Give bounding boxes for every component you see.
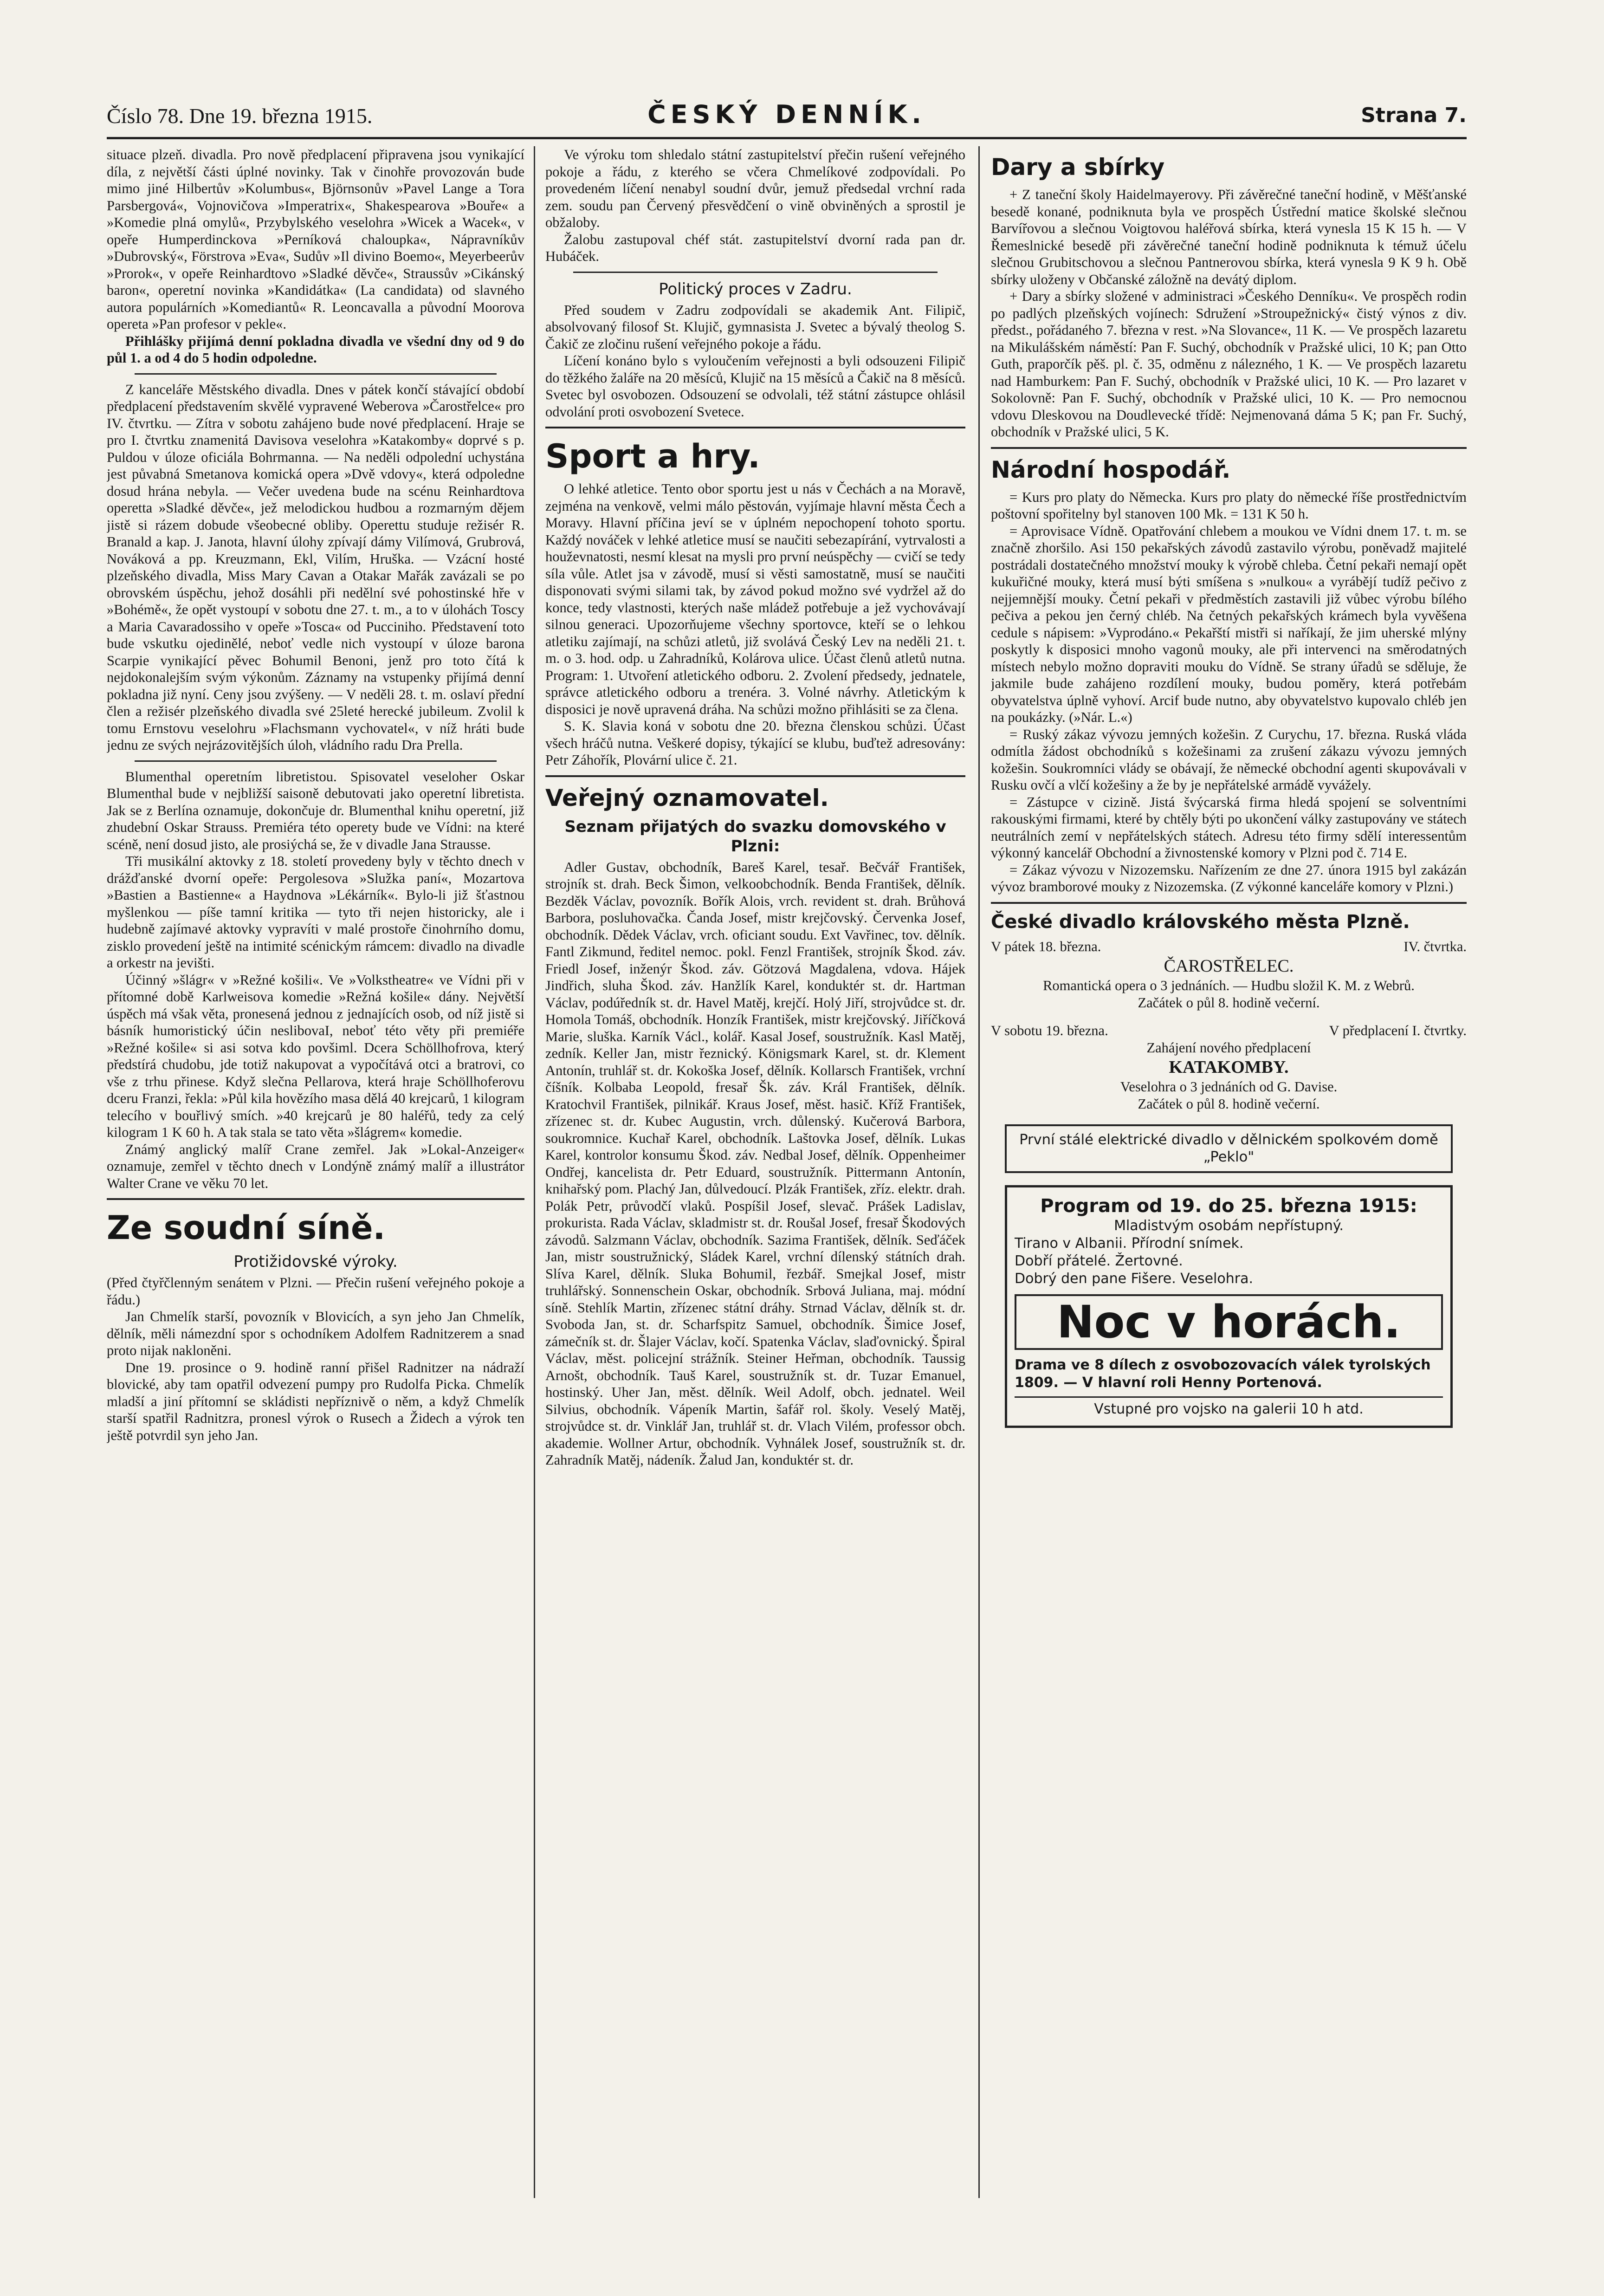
donations-section-heading: Dary a sbírky — [991, 154, 1165, 181]
program-line: Vstupné pro vojsko na galerii 10 h atd. — [1015, 1396, 1443, 1418]
program-line: Tirano v Albanii. Přírodní snímek. — [1015, 1235, 1244, 1252]
theatre-play-desc: Romantická opera o 3 jednáních. — Hudbu složil K. M. z Webrů. — [1043, 978, 1415, 993]
vienna-comedy-news: Účinný »šlágr« v »Režné košili«. Ve »Volkstheatre« ve Vídni při v přítomné době Karlweisova komedie »Režná košile« dány. Největší úspěch má však věta, pronesená jednou z jednajících osob, od níž jistě si básník humoristický účin neslibovaI, neboť této věty při premiéře »Režné košile« si asi sotva kdo povšiml. Dcera Schöllhofrova, který předstírá chudobu, jde totiž nakupovat a vypočítává otci a bratrovi, co vše z trhu přinese. Když slečna Pellarova, která hraje Schöllhoferovu dceru Franzi, řekla: »Půl kila hovězího masa dělá 40 krejcarů, 1 kilogram telecího v bouřlivý smích. »40 krejcarů je 80 haléřů, tedy za celý kilogram 1 K 60 h. A tak stala se tato věta »šlágrem« komedie. — [107, 972, 524, 1140]
court-paragraph: Dne 19. prosince o 9. hodině ranní přišel Radnitzer na nádraží blovické, aby tam opatřil odvezení pumpy pro Rudolfa Picka. Chmelík mladší a jiní přítomní se skládisti nepříznivě o něm, a když Chmelík starší spatřil Radnitzra, pronesl výrok o Rusech a Židech a výrok ten ještě potvrdil syn jeho Jan. — [107, 1359, 524, 1443]
program-line: Dobří přátelé. Žertovné. — [1015, 1253, 1183, 1269]
box-office-note: Přihlášky přijímá denní pokladna divadla ve všední dny od 9 do půl 1. a od 4 do 5 hodin odpoledne. — [107, 333, 524, 366]
court-paragraph: Jan Chmelík starší, povozník v Blovicích, a syn jeho Jan Chmelík, dělník, měli námezdní spor s ochodníkem Adolfem Radnitzerem a snad proto nijak nakloněni. — [107, 1309, 524, 1358]
theatre-day: V sobotu 19. března. — [991, 1023, 1108, 1038]
divider — [107, 1198, 524, 1200]
divider — [573, 272, 938, 273]
economy-section-heading: Národní hospodář. — [991, 456, 1231, 483]
theatre-day-row — [991, 938, 1467, 955]
court-verdict: Ve výroku tom shledalo státní zastupitelství přečin rušení veřejného pokoje a řádu, z kterého se včera Chmelíkové zodpovídali. Po provedeném líčení nenabyl soudní dvůr, jemuž předsedal vrchní rada zem. soudu pan Červený přesvědčení o vině obviněných a sprostil je obžaloby. — [545, 147, 965, 230]
theatre-section-heading: České divadlo královského města Plzně. — [991, 911, 1410, 933]
donations-paragraph: + Z taneční školy Haidelmayerovy. Při závěrečné taneční hodině, v Měšťanské besedě konané, podniknuta byla ve prospěch Ústřední matice školské slečnou Barvířovou a slečnou Voigtovou haléřová sbírka, která vynesla 15 K 15 h. — V Řemeslnické besedě při závěrečné taneční hodině podniknuta k témuž účelu slečnou Grubitschovou a slečnou Pantnerovou sbírka, která vynesla 9 K 9 h. Obě sbírky uloženy v Občanské záložně na devátý diplom. — [991, 187, 1467, 287]
issue-date: Číslo 78. Dne 19. března 1915. — [107, 104, 373, 128]
column-rule — [534, 146, 535, 2198]
cinema-program-box — [1005, 1185, 1453, 1428]
theatre-subscription-note: Zahájení nového předplacení — [1146, 1039, 1311, 1056]
theatre-office-news: Z kanceláře Městského divadla. Dnes v pátek končí stávající období předplacení představením skvělé vypravené Weberova »Čarostřelce« pro IV. čtvrtku. — Zítra v sobotu zahájeno bude nové předplacení. Hraje se pro I. čtvrtku znamenitá Davisova veselohra »Katakomby« doprvé s p. Puldou v úloze oficiála Bohrmanna. — Na neděli odpolední uchystána jest půvabná Smetanova komická opera »Dvě vdovy«, která odpoledne dosud hrána nebyla. — Večer uvedena bude na scénu Reinhardtova operetta »Sladké děvče«, jež melodickou hudbou a rozmarným dějem jistě si rázem dobude všeobecné obliby. Operettu studuje režisér R. Branald a kap. J. Janota, hlavní úlohy zpívají dámy Vilímová, Grubrová, Nováková a pp. Kreuzmann, Ekl, Vilím, Hruška. — Vzácní hosté plzeňského divadla, Miss Mary Cavan a Otakar Mařák zavázali se po obrovském úspěchu, jehož dosáhli při nedělní své pohostinské hře v »Bohémě«, že opět vystoupí v sobotu dne 27. t. m., a to v úlohách Toscy a Maria Cavaradossiho v opeře »Tosca« od Pucciniho. Představení toto bude vskutku ojedinělé, neboť vedle nich vystoupí v úloze barona Scarpie vynikající pěvec Bohumil Benoni, jenž pro toto čítá k nejdokonalejším svým výkonům. Záznamy na vstupenky přijímá denní pokladna již nyní. Ceny jsou zvýšeny. — V neděli 28. t. m. oslaví přední člen a režisér plzeňského divadla své 25leté herecké jubileum. Zvolil k tomu Ernstovu veselohru »Flachsmann vychovatel«, v níž hráti bude jednu ze svých nejrázovitějších úloh, vládního radu Dra Prella. — [107, 381, 524, 753]
court-article-title: Protižidovské výroky. — [233, 1252, 398, 1271]
divider — [545, 427, 965, 428]
theatre-play-desc: Veselohra o 3 jednáních od G. Davise. — [1120, 1079, 1338, 1095]
newspaper-title: ČESKÝ DENNÍK. — [647, 100, 926, 129]
masthead — [107, 100, 1467, 139]
zadar-trial-title: Politický proces v Zadru. — [659, 279, 852, 298]
page-number: Strana 7. — [1361, 104, 1467, 127]
column-rule — [978, 146, 980, 2198]
economy-item: = Kurs pro platy do Německa. Kurs pro platy do německé říše prostřednictvím poštovní spořitelny byl stanoven 100 Mk. = 131 K 50 h. — [991, 489, 1467, 522]
citizenship-list-title: Seznam přijatých do svazku domovského v Plzni: — [564, 817, 946, 856]
theatre-day-row — [991, 1022, 1467, 1039]
economy-item: = Zákaz vývozu v Nizozemsku. Nařízením ze dne 27. února 1915 byl zakázán vývoz bramborové mouky z Nizozemska. (Z výkonné kanceláře komory v Plzni.) — [991, 862, 1467, 895]
theatre-repertoire-text: situace plzeň. divadla. Pro nově předplacení připravena jsou vynikající díla, z největší části úplné novinky. Tak v činohře provozován bude mimo jiné Hilbertův »Kolumbus«, Björnsonův »Pavel Lange a Tora Parsbergová«, Vojnovičova »Imperatrix«, Shakespearova »Bouře« a »Komedie plná omylů«, Przybylského veselohra »Wicek a Wacek«, v opeře Humperdinckova »Perníková chaloupka«, Nápravníkův »Dubrovský«, Förstrova »Eva«, Sudův »Il divino Boemo«, Meyerbeerův »Prorok«, v opeře Reinhardtovo »Sladké děvče«, Straussův »Cikánský baron«, operetní novinka »Kandidátka« (La candidata) od slavného autora populárních »Komediantů« R. Leoncavalla a původní Moorova opereta »Pan profesor v pekle«. — [107, 147, 524, 332]
theatre-play-title: ČAROSTŘELEC. — [1164, 956, 1294, 976]
divider — [135, 373, 497, 375]
donations-paragraph: + Dary a sbírky složené v administraci »Českého Denníku«. Ve prospěch rodin po padlých plzeňských vojínech: Sdružení »Stroupežnický« čistý výnos z div. předst., pořádaného 7. března v rest. »Na Slovance«, 11 K. — Ve prospěch lazaretu na Mikulášském náměstí: Pan F. Suchý, obchodník v Pražské ulici, 10 K; pan Otto Guth, praporčík pěš. pl. č. 35, odměnu z nálezného, 1 K. — Ve prospěch lazaretu nad Hamburkem: Pan F. Suchý, obchodník v Pražské ulici, 10 K. — Pro lazaret v Sokolovně: Pan F. Suchý, obchodník v Pražské ulici, 10 K. — Pro nemocnou vdovu Dleskovou na Doudlevecké třídě: Nejmenovaná dáma 5 K; pan Fr. Suchý, obchodník v Pražské ulici, 5 K. — [991, 288, 1467, 440]
citizenship-list: Adler Gustav, obchodník, Bareš Karel, tesař. Bečvář František, strojník st. drah. Beck Šimon, velkoobchodník. Benda František, dělník. Bezděk Václav, povozník. Bořík Alois, vrch. revident st. drah. Brůhová Barbora, posluhovačka. Čanda Josef, mistr krejčovský. Červenka Josef, obchodník. Dědek Václav, vrch. oficiant soudu. Ext Vavřinec, tov. dělník. Fantl Zikmund, ředitel nemoc. pokl. Fenzl František, strojník Škod. záv. Friedl Josef, inženýr Škod. záv. Götzová Magdalena, vdova. Hájek Jindřich, sluha Škod. záv. Hanžlík Karel, konduktér st. dr. Hartman Václav, podúředník st. dr. Havel Matěj, krejčí. Holý Jiří, strojvůdce st. dr. Homola Tomáš, obchodník. Honzík František, mistr krejčovský. Jiříčková Marie, sluška. Karník Václ., kolář. Kasal Josef, soustružník. Kasl Matěj, zedník. Keller Jan, mistr řeznický. Königsmark Karel, st. dr. Klement Antonín, truhlář st. dr. Kokoška Josef, dělník. Kollarsch František, vrchní číšník. Kolbaba Leopold, fresař Šk. záv. Král František, dělník. Kratochvil František, pilnikář. Kraus Josef, měst. hasič. Kříž František, zřízenec st. dr. Kubec Augustin, vrch. důlenský. Kučerová Barbora, soukromnice. Kuchař Karel, obchodník. Laštovka Josef, dělník. Lukas Karel, kontrolor konsumu Škod. záv. Nedbal Josef, dělník. Oppenheimer Ondřej, kancelista dr. Petr Eduard, soustružník. Pittermann Antonín, knihařský pom. Plachý Jan, důlvedoucí. Plzák František, zříz. elektr. drah. Polák Petr, průvodčí vlaků. Pospíšil Josef, slevač. Prášek Ladislav, prokurista. Rada Václav, skladmistr st. dr. Roušal Josef, fresař Škodových závodů. Salzmann Václav, obchodník. Sazima František, dělník. Seďáček Jan, mistr soustružnický, Sládek Karel, vrchní dílenský státních drah. Slíva Karel, dělník. Sluka Bohumil, řezbář. Smejkal Josef, mistr truhlářský. Sonnenschein Oskar, obchodník. Srbová Juliana, maj. módní síně. Stehlík Martin, zřízenec státní dráhy. Strnad Václav, dělník st. dr. Svoboda Jan, st. dr. Scharfspitz Samuel, obchodník. Šimice Josef, zámečník st. dr. Šlajer Václav, kočí. Spatenka Václav, slaďovnický. Špiral Václav, měst. policejní strážník. Steiner Heřman, obchodník. Taussig Arnošt, obchodník. Tauš Karel, soustružník st. dr. Tuzar Emanuel, hostinský. Uher Jan, měst. dělník. Weil Adolf, obch. jednatel. Weil Silvius, obchodník. Vápeník Martin, šafář rol. školy. Veselý Matěj, strojvůdce st. dr. Vinklář Jan, truhlář st. dr. Vlach Vilém, professor obch. akademie. Wollner Artur, obchodník. Vyhnálek Josef, soustružník st. dr. Zahradník Matěj, nádeník. Žalud Jan, konduktér st. dr. — [545, 859, 965, 1468]
economy-item: = Zástupce v cizině. Jistá švýcarská firma hledá spojení se solventními rakouskými firmami, které by chtěly býti po ukončení války zastupovány ve státech neutrálních zemí v nepřátelských státech. Adresu této firmy sdělí interessentům výkonný kancelář Obchodní a živnostenské komory v Plzni pod č. 714 E. — [991, 794, 1467, 861]
column-2 — [545, 146, 965, 2198]
divider — [545, 775, 965, 777]
economy-item: = Aprovisace Vídně. Opatřování chlebem a moukou ve Vídni dnem 17. t. m. se značně zhoršilo. Asi 150 pekařských závodů zastavilo výrobu, poněvadž majitelé postrádali dostatečného množství mouky k výrobě chleba. Četní pekaři nemají opět kukuřičné mouky, která musí býti smíšena s »nulkou« a vyrábějí tudíž pečivo z nejjemnější mouky. Četní pekaři v předměstích zastavili již vůbec výrobu bílého pečiva a pekou jen černý chléb. Na četných pekařských krámech byla vyvěšena cedule s nápisem: »Vyprodáno.« Pekařští mistři si naříkají, že jim uherské mlýny poskytly k disposici mnoho vagonů mouky, ale při intervenci na směrodatných místech nebylo možno dopraviti mouku do Vídně. Se strany úřadů se sděluje, že jakmile bude zahájeno rozdílení mouky, budou poměry, která potřebám obyvatelstva úplně vyhoví. Arcif bude nutno, aby obyvatelstvo kupovalo chléb jen na poukázky. (»Nár. L.«) — [991, 523, 1467, 725]
theatre-play-title: KATAKOMBY. — [1169, 1057, 1289, 1077]
zadar-paragraph: Líčení konáno bylo s vyloučením veřejnosti a byli odsouzeni Filipič do těžkého žaláře na 20 měsíců, Klujič na 15 měsíců a Čakič na 8 měsíců. Svetec byl osvobozen. Odsouzení se odvolali, též státní zástupce ohlásil odvolání proti osvobození Svetece. — [545, 353, 965, 420]
theatre-program — [991, 938, 1467, 1113]
dresden-opera-news: Tři musikální aktovky z 18. století provedeny byly v těchto dnech v drážďanské dvorní opeře: Pergolesova »Služka paní«, Mozartova »Bastien a Bastienne« a Haydnova »Lékárník«. Bylo-li již šťastnou myšlenkou — píše tamní kritika — tyto tři nejen historicky, ale i hudebně zajímavé aktovky vypravíti v malé prostoře činohrního domu, zisklo provedení ještě na intimité scénickým rámcem: divadlo na divadle a orkestr na jevišti. — [107, 853, 524, 971]
theatre-day: V pátek 18. března. — [991, 938, 1101, 954]
blumenthal-news: Blumenthal operetním libretistou. Spisovatel veseloher Oskar Blumenthal bude v nejbližší saisoně debutovati jako operetní libretista. Jak se z Berlína oznamuje, dokončuje dr. Blumenthal knihu operetní, již zhudební Oskar Strauss. Premiéra této operety bude ve Vídni: na které scéně, není dosud jisto, ale prosiýchá se, že v divadle Jana Strausse. — [107, 768, 524, 852]
court-section-heading: Ze soudní síně. — [107, 1209, 386, 1247]
court-prosecutor: Žalobu zastupoval chéf stát. zastupitelství dvorní rada pan dr. Hubáček. — [545, 231, 965, 264]
crane-obituary: Známý anglický malíř Crane zemřel. Jak »Lokal-Anzeiger« oznamuje, zemřel v těchto dnech v Londýně známý malíř a illustrátor Walter Crane ve věku 70 let. — [107, 1141, 524, 1191]
athletics-article: O lehké atletice. Tento obor sportu jest u nás v Čechách a na Moravě, zejména na venkově, velmi málo pěstován, vyjímaje hlavní města Čech a Moravy. Hlavní příčina jeví se v úplném nepochopení tohoto sportu. Každý nováček v lehké atletice musí se naučiti sebezapírání, vytrvalosti a houževnatosti, nesmí klesat na mysli pro první neúspěchy — cvičí se tedy síla vůle. Atlet jsa v závodě, musí si věsti samostatně, musí se naučiti disponovati svými silami tak, by závod pokud možno své vydržel až do konce, tedy vlastnosti, kterých naše mládež potřebuje a jež vychovávají silnou generaci. Upozorňujeme všechny sportovce, kteří se o lehkou atletiku zajímají, na schůzi atletů, již svolává Český Lev na neděli 21. t. m. o 3. hod. odp. u Zahradníků, Kolárova ulice. Účast členů atletů nutna. Program: 1. Utvoření atletického odboru. 2. Zvolení předsedy, jednatele, správce atletického odboru a trenéra. 3. Volné návrhy. Atletickým k disposici je nově upravená dráha. Na schůzi možno přihlásiti se za člena. — [545, 481, 965, 717]
divider — [991, 902, 1467, 904]
program-line: Dobrý den pane Fišere. Veselohra. — [1015, 1271, 1253, 1287]
program-title: Program od 19. do 25. března 1915: — [1040, 1195, 1417, 1217]
cinema-title: První stálé elektrické divadlo v dělnickém spolkovém domě „Peklo" — [1019, 1132, 1438, 1165]
column-3 — [991, 146, 1467, 2198]
program-line: Drama ve 8 dílech z osvobozovacích válek tyrolských 1809. — V hlavní roli Henny Portenová. — [1015, 1357, 1431, 1391]
feature-film-title: Noc v horách. — [1015, 1294, 1443, 1350]
divider — [135, 760, 497, 762]
theatre-start-time: Začátek o půl 8. hodině večerní. — [1138, 994, 1320, 1011]
slavia-notice: S. K. Slavia koná v sobotu dne 20. března členskou schůzi. Účast všech hráčů nutna. Veškeré dopisy, týkající se klubu, buďtež adresovány: Petr Záhořík, Plovární ulice č. 21. — [545, 718, 965, 768]
column-1 — [107, 146, 524, 2198]
theatre-start-time: Začátek o půl 8. hodině večerní. — [1138, 1096, 1320, 1112]
cinema-banner — [1005, 1124, 1453, 1173]
zadar-paragraph: Před soudem v Zadru zodpovídali se akademik Ant. Filipič, absolvovaný filosof St. Klujič, gymnasista J. Svetec a bývalý theolog S. Čakič ze zločinu rušení veřejného pokoje a řádu. — [545, 302, 965, 352]
program-line: Mladistvým osobám nepřístupný. — [1114, 1218, 1344, 1234]
economy-item: = Ruský zákaz vývozu jemných kožešin. Z Curychu, 17. března. Ruská vláda odmítla žádost obchodníků s kožešinami za zrušení zákazu vývozu jemných kožešin. Soukromníci vlády se obávají, že německé obchodní agenti skupovávali v Rusku ovčí a vlčí kožešiny a že by je nepřátelské armádě vyvážely. — [991, 726, 1467, 793]
theatre-series: V předplacení I. čtvrtky. — [1329, 1023, 1467, 1038]
court-intro: (Před čtyřčlenným senátem v Plzni. — Přečin rušení veřejného pokoje a řádu.) — [107, 1275, 524, 1308]
spacer — [991, 1011, 1467, 1022]
divider — [991, 447, 1467, 449]
theatre-series: IV. čtvrtka. — [1404, 938, 1467, 954]
sport-section-heading: Sport a hry. — [545, 437, 760, 475]
announcer-section-heading: Veřejný oznamovatel. — [545, 784, 829, 811]
